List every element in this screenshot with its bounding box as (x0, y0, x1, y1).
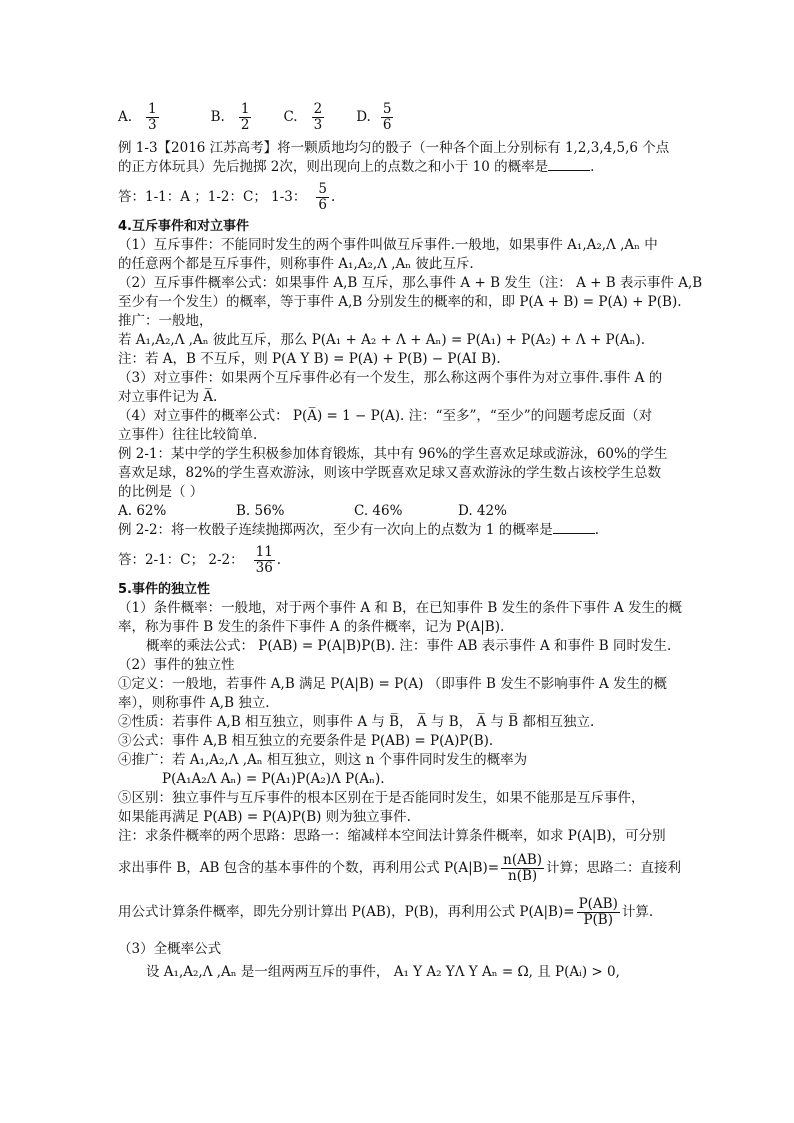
sec5-d3: ③公式：事件 A,B 相互独立的充要条件是 P(AB) = P(A)P(B). (118, 733, 494, 749)
sec5-d4b: P(A₁A₂Λ Aₙ) = P(A₁)P(A₂)Λ P(Aₙ). (162, 771, 385, 787)
sec4-p2b: 至少有一个发生）的概率，等于事件 A,B 分别发生的概率的和，即 P(A + B) = P(A) + P(B). (118, 294, 682, 310)
sec4-p2c: 推广：一般地， (118, 313, 213, 329)
sec5-c3: （3）全概率公式 (118, 941, 222, 957)
example-2-2: 例 2-2：将一枚骰子连续抛掷两次，至少有一次向上的点数为 1 的概率是 . (118, 522, 599, 538)
answer-2: 答：2-1：C； 2-2： $\frac{11}{36}$ . (118, 543, 282, 576)
sec4-p3a: （3）对立事件：如果两个互斥事件必有一个发生，那么称这两个事件为对立事件.事件 A 的 (118, 370, 663, 386)
sec5-c2: （2）事件的独立性 (118, 657, 235, 673)
sec5-n1: 注：求条件概率的两个思路：思路一：缩减样本空间法计算条件概率，如求 P(A|B)，可分别 (118, 828, 666, 844)
example-2-1-choices (118, 502, 678, 521)
example-2-1-line-3: 的比例是（ ） (118, 484, 204, 500)
fraction: $\frac{11}{36}$ (255, 543, 273, 576)
sec4-p2d: 若 A₁,A₂,Λ ,Aₙ 彼此互斥，那么 P(A₁ + A₂ + Λ + Aₙ) = P(A₁) + P(A₂) + Λ + P(Aₙ). (118, 332, 646, 348)
document-page (118, 95, 703, 982)
choice-d: D. 42% (458, 503, 507, 519)
sec4-p3b: 对立事件记为 A̅. (118, 389, 218, 405)
sec4-p4b: 立事件）往往比较简单. (118, 427, 258, 443)
sec4-p2e: 注：若 A，B 不互斥，则 P(A Y B) = P(A) + P(B) − P(AI B). (118, 351, 501, 367)
sec5-d5a: ⑤区别：独立事件与互斥事件的根本区别在于是否能同时发生，如果不能那是互斥事件， (118, 790, 645, 806)
section-4-title: 4.互斥事件和对立事件 (118, 219, 249, 234)
sec5-d1b: 率），则称事件 A,B 独立. (118, 695, 270, 711)
sec5-d5b: 如果能再满足 P(AB) = P(A)P(B) 则为独立事件. (118, 809, 411, 825)
example-2-1-line-2: 喜欢足球，82%的学生喜欢游泳，则该中学既喜欢足球又喜欢游泳的学生数占该校学生总数 (118, 465, 662, 481)
answer-blank (553, 521, 595, 534)
sec5-c3a: 设 A₁,A₂,Λ ,Aₙ 是一组两两互斥的事件， A₁ Y A₂ YΛ Y Aₙ = Ω, 且 P(Aᵢ) > 0, (146, 964, 620, 980)
sec5-c1a: （1）条件概率：一般地，对于两个事件 A 和 B，在已知事件 B 发生的条件下事件 A 发生的概 (118, 600, 682, 616)
choice-a: A. $\frac{1}{3}$ (118, 100, 157, 133)
choice-d: D. $\frac{5}{6}$ (356, 100, 392, 133)
sec5-c1b: 率，称为事件 B 发生的条件下事件 A 的条件概率，记为 P(A|B). (118, 619, 505, 635)
choice-c: C. $\frac{2}{3}$ (283, 100, 323, 133)
sec5-c1c: 概率的乘法公式： P(AB) = P(A|B)P(B). 注：事件 AB 表示事件 A 和事件 B 同时发生. (146, 638, 672, 654)
choice-a: A. 62% (118, 503, 167, 519)
choice-b: B. 56% (236, 503, 285, 519)
sec4-p2a: （2）互斥事件概率公式：如果事件 A,B 互斥，那么事件 A + B 发生（注： A + B 表示事件 A,B (118, 275, 703, 291)
sec4-p4a: （4）对立事件的概率公式： P(A̅) = 1 − P(A). 注：“至多”，“至少”的问题考虑反面（对 (118, 408, 653, 424)
example-2-1-line-1: 例 2-1：某中学的学生积极参加体育锻炼，其中有 96%的学生喜欢足球或游泳，60%的学生 (118, 446, 668, 462)
sec4-p1b: 的任意两个都是互斥事件，则称事件 A₁,A₂,Λ ,Aₙ 彼此互斥. (118, 256, 474, 272)
fraction: $\frac{1}{3}$ (148, 100, 157, 133)
example-1-3-line-2: 的正方体玩具）先后抛掷 2次，则出现向上的点数之和小于 10 的概率是 . (118, 159, 595, 175)
fraction: $\frac{5}{6}$ (318, 180, 327, 213)
sec4-p1a: （1）互斥事件：不能同时发生的两个事件叫做互斥事件.一般地，如果事件 A₁,A₂,Λ ,Aₙ 中 (118, 237, 658, 253)
q13-choices (118, 95, 678, 139)
fraction: $\frac{5}{6}$ (382, 100, 392, 133)
answer-blank (548, 158, 590, 171)
example-1-3-line-1: 例 1-3【2016 江苏高考】将一颗质地均匀的骰子（一种各个面上分别标有 1,2,3,4,5,6 个点 (118, 140, 670, 156)
choice-b: B. $\frac{1}{2}$ (210, 100, 250, 133)
choice-c: C. 46% (354, 503, 403, 519)
sec5-d4a: ④推广：若 A₁,A₂,Λ ,Aₙ 相互独立，则这 n 个事件同时发生的概率为 (118, 752, 528, 768)
fraction: $\frac{P(AB)}{P(B)}$ (578, 895, 618, 928)
answer-1: 答：1-1：A ；1-2：C； 1-3： $\frac{5}{6}$ . (118, 180, 336, 213)
sec5-n3: 用公式计算条件概率，即先分别计算出 P(AB)，P(B)，再利用公式 P(A|B)= $\frac{P(AB)}{P(B)}$ 计算. (118, 895, 654, 928)
fraction: $\frac{1}{2}$ (240, 100, 250, 133)
sec5-n2: 求出事件 B，AB 包含的基本事件的个数，再利用公式 P(A|B)= $\frac{n(AB)}{n(B)}$ 计算；思路二：直接利 (118, 851, 682, 884)
fraction: $\frac{2}{3}$ (313, 100, 323, 133)
sec5-d2: ②性质：若事件 A,B 相互独立，则事件 A 与 B̅， A̅ 与 B， A̅ 与 B̅ 都相互独立. (118, 714, 595, 730)
section-5-title: 5.事件的独立性 (118, 582, 210, 597)
fraction: $\frac{n(AB)}{n(B)}$ (503, 851, 543, 884)
sec5-d1a: ①定义：一般地，若事件 A,B 满足 P(A|B) = P(A) （即事件 B 发生不影响事件 A 发生的概 (118, 676, 668, 692)
